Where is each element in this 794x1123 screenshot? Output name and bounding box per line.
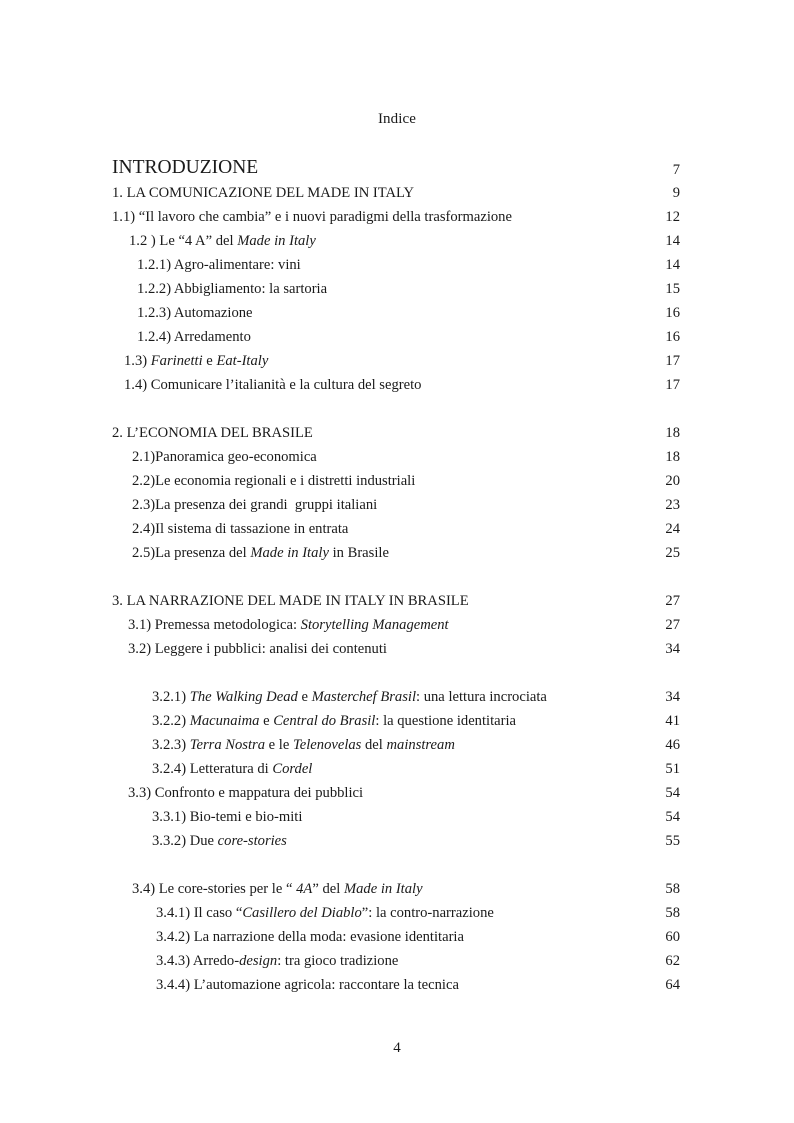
toc-entry-label: 1.2.2) Abbigliamento: la sartoria [137,281,328,297]
toc-entry-chapter-2[interactable] [0,421,794,445]
toc-entry-section-3-3-2[interactable] [0,829,794,853]
toc-entry-page: 54 [665,785,680,801]
toc-entry-page: 51 [665,761,680,777]
toc-entry-page: 18 [665,425,680,441]
toc-entry-section-3-1[interactable] [0,613,794,637]
toc-entry-label: 3. LA NARRAZIONE DEL MADE IN ITALY IN BRASILE [112,593,469,609]
toc-entry-page: 12 [665,209,680,225]
toc-entry-page: 20 [665,473,680,489]
toc-entry-section-3-4-4[interactable] [0,973,794,997]
toc-entry-page: 15 [665,281,680,297]
toc-entry-page: 17 [665,353,680,369]
toc-entry-label: 3.3.1) Bio-temi e bio-miti [152,809,303,825]
toc-entry-page: 9 [672,185,680,201]
toc-entry-page: 27 [665,617,680,633]
toc-entry-introduzione[interactable] [0,154,794,182]
toc-entry-label: INTRODUZIONE [112,157,259,178]
toc-entry-section-1-1[interactable] [0,205,794,229]
toc-entry-label: 2.3)La presenza dei grandi gruppi italiani [132,497,378,513]
toc-entry-section-3-2-2[interactable] [0,709,794,733]
toc-entry-page: 25 [665,545,680,561]
toc-entry-label: 3.3.2) Due core-stories [152,833,287,849]
toc-entry-chapter-3[interactable] [0,589,794,613]
toc-entry-label: 3.2.1) The Walking Dead e Masterchef Brasil: una lettura incrociata [152,689,547,705]
toc-entry-page: 58 [665,905,680,921]
toc-entry-label: 2. L’ECONOMIA DEL BRASILE [112,425,313,441]
toc-entry-page: 34 [665,641,680,657]
toc-entry-label: 3.1) Premessa metodologica: Storytelling Management [128,617,449,633]
toc-entry-page: 14 [665,233,680,249]
toc-entry-label: 1.2.4) Arredamento [137,329,251,345]
toc-entry-page: 27 [665,593,680,609]
toc-entry-section-1-2-3[interactable] [0,301,794,325]
toc-entry-label: 3.2.3) Terra Nostra e le Telenovelas del mainstream [152,737,455,753]
toc-entry-label: 3.3) Confronto e mappatura dei pubblici [128,785,364,801]
toc-entry-label: 3.2) Leggere i pubblici: analisi dei contenuti [128,641,387,657]
toc-entry-label: 3.4.1) Il caso “Casillero del Diablo”: la contro-narrazione [156,905,494,921]
toc-entry-label: 2.2)Le economia regionali e i distretti industriali [132,473,416,489]
toc-entry-page: 41 [665,713,680,729]
toc-entry-section-3-4[interactable] [0,877,794,901]
toc-entry-label: 3.2.2) Macunaima e Central do Brasil: la questione identitaria [152,713,516,729]
toc-entry-page: 62 [665,953,680,969]
toc-entry-section-2-3[interactable] [0,493,794,517]
toc-entry-section-3-3[interactable] [0,781,794,805]
toc-entry-label: 1.1) “Il lavoro che cambia” e i nuovi paradigmi della trasformazione [112,209,512,225]
toc-entry-label: 3.4) Le core-stories per le “ 4A” del Made in Italy [132,881,423,897]
toc-entry-page: 60 [665,929,680,945]
toc-entry-section-1-3[interactable] [0,349,794,373]
toc-entry-section-3-2-4[interactable] [0,757,794,781]
toc-entry-section-2-5[interactable] [0,541,794,565]
toc-entry-label: 2.5)La presenza del Made in Italy in Brasile [132,545,389,561]
toc-entry-section-2-4[interactable] [0,517,794,541]
toc-entry-label: 1.2.3) Automazione [137,305,253,321]
toc-entry-section-3-4-1[interactable] [0,901,794,925]
toc-entry-label: 1. LA COMUNICAZIONE DEL MADE IN ITALY [112,185,415,201]
toc-entry-page: 34 [665,689,680,705]
toc-entry-label: 2.1)Panoramica geo-economica [132,449,317,465]
toc-entry-chapter-1[interactable] [0,181,794,205]
toc-entry-page: 24 [665,521,680,537]
toc-entry-label: 2.4)Il sistema di tassazione in entrata [132,521,349,537]
toc-entry-section-2-2[interactable] [0,469,794,493]
toc-entry-page: 23 [665,497,680,513]
toc-entry-label: 1.2 ) Le “4 A” del Made in Italy [129,233,316,249]
toc-entry-page: 14 [665,257,680,273]
page-number: 4 [393,1040,401,1056]
toc-entry-label: 3.4.4) L’automazione agricola: raccontare la tecnica [156,977,459,993]
toc-entry-page: 54 [665,809,680,825]
toc-entry-page: 46 [665,737,680,753]
toc-entry-page: 55 [665,833,680,849]
toc-entry-section-1-4[interactable] [0,373,794,397]
toc-entry-label: 3.2.4) Letteratura di Cordel [152,761,313,777]
toc-entry-label: 1.4) Comunicare l’italianità e la cultura del segreto [124,377,422,393]
toc-entry-label: 3.4.3) Arredo-design: tra gioco tradizione [156,953,399,969]
toc-entry-section-3-2-3[interactable] [0,733,794,757]
toc-entry-section-3-4-2[interactable] [0,925,794,949]
page-title: Indice [377,111,417,127]
toc-entry-section-1-2-2[interactable] [0,277,794,301]
toc-entry-section-2-1[interactable] [0,445,794,469]
toc-entry-page: 7 [672,162,680,178]
toc-entry-section-3-3-1[interactable] [0,805,794,829]
toc-entry-page: 16 [665,305,680,321]
toc-entry-section-3-4-3[interactable] [0,949,794,973]
toc-entry-label: 1.2.1) Agro-alimentare: vini [137,257,301,273]
toc-entry-section-1-2-4[interactable] [0,325,794,349]
toc-entry-section-1-2[interactable] [0,229,794,253]
toc-entry-page: 17 [665,377,680,393]
toc-entry-page: 64 [665,977,680,993]
toc-entry-section-3-2[interactable] [0,637,794,661]
toc-entry-page: 58 [665,881,680,897]
toc-entry-section-1-2-1[interactable] [0,253,794,277]
toc-entry-page: 16 [665,329,680,345]
toc-entry-label: 3.4.2) La narrazione della moda: evasione identitaria [156,929,464,945]
toc-entry-section-3-2-1[interactable] [0,685,794,709]
toc-entry-page: 18 [665,449,680,465]
toc-entry-label: 1.3) Farinetti e Eat-Italy [124,353,269,369]
